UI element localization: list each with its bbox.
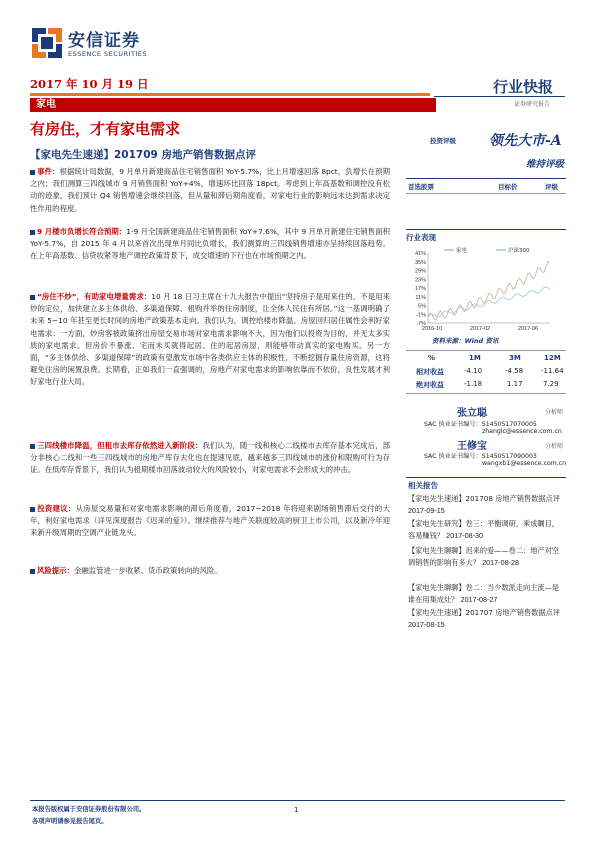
analyst-email: zhanglc@essence.com.cn (482, 428, 562, 435)
perf-cell: -11.64 (541, 367, 564, 375)
y-tick-label: 11% (415, 294, 426, 301)
related-report-text: 【家电先生聊聊】迟来的爱——卷二：地产对空调销售的影响有多大？ (408, 546, 559, 567)
related-report-text: 【家电先生聊聊】卷二：当少数派走向主流—是谁在用集成灶？ (408, 583, 559, 604)
paragraph-tier3-cities (30, 440, 390, 477)
paragraph-risk (30, 565, 390, 577)
series-line-hs300 (428, 287, 550, 317)
legend-label: 沪深300 (508, 248, 530, 254)
paragraph-text: 我们认为，随一线和核心二线楼市去库存基本完成后，部分非核心二线和一些三四线城市的房地产库存去化也在提速见底，越来越多三四线城市的涨价和限购可行为存证。在低库存背景下，我们认为租期楼市回落波动较大的风险较小，对家电需求不会形成大的冲击。 (30, 441, 390, 475)
paragraph-label: 风险提示： (37, 566, 74, 575)
y-tick-label: 41% (414, 251, 426, 257)
paragraph-text: 根据统计局数据，9 月单月新建商品住宅销售面积 YoY-5.7%，比上月增速回落 8pct，负增长在预期之内；我们测算三四线城市 9 月销售面积 YoY+4%，增速环比回落 18pct。考虑到上年高基数和调控没有松动的迹象，我们预计 Q4 销售增速会继续回落，但从量和滞后期角度看，对家电行业的影响远未达到需求决定性作用的程度。 (30, 167, 390, 213)
perf-table-header-1m: 1M (469, 354, 481, 362)
related-reports-title: 相关报告 (408, 481, 438, 490)
x-tick-label: 2017-06 (517, 326, 539, 331)
rating-value: 领先大市-A (489, 133, 562, 149)
paragraph-label: 三四线楼市降温，但租市去库存依然进入新阶段： (37, 441, 203, 450)
header-divider (30, 93, 430, 96)
footer-disclaimer: 各项声明请参见报告尾页。 (32, 818, 108, 825)
industry-performance-chart (404, 245, 554, 331)
paragraph-label: “房住不炒”，有助家电增量需求： (37, 292, 152, 301)
bullet-icon (30, 295, 35, 300)
stocks-bottom-line (406, 193, 566, 194)
rating-label: 投资评级 (430, 137, 456, 145)
category-bar: 家电 (30, 98, 436, 112)
y-tick-label: -1% (416, 312, 426, 319)
perf-cell: -4.58 (505, 367, 524, 375)
company-logo (30, 24, 180, 64)
bullet-icon (30, 507, 35, 512)
analyst-name: 王修宝 (457, 441, 487, 452)
paragraph-text: 10 月 18 日习主席在十九大报告中提出“坚持房子是用来住的、不是用来炒的定位，加快建立多主体供给、多渠道保障、租购并举的住房制度，让全体人民住有所居。”这一基调明确了未来 5~10 年甚至更长时间的房地产政策基本走向。我们认为，调控给楼市降温、房屋回归居住属性会利好家电需求：一方面，炒房客被政策挤出房屋交易市场对家电需求影响不大，因为他们以投资为目的，并无太多实质的家电需求。但房价不暴涨、宅而未买就得起居、住的起居房屋，则能够带动真实的家电购买。另一方面，“多主体供给、多渠道保障”的政策有望激发市场中各类供应主体的积极性，不断挖掘存量住房资源，这将避免住房的闲置浪费。长期看，正如我们一直强调的，房地产对家电需求的影响依靠而不依价，良性发展才利好家电行业大局。 (30, 292, 390, 387)
x-axis (422, 326, 538, 331)
analyst-license: SAC 执业证书编号：S1450517090003 (424, 453, 537, 460)
stocks-col-rating: 评级 (545, 183, 558, 191)
analyst-license: SAC 执业证书编号：S1450517070005 (424, 421, 537, 428)
y-tick-label: 17% (414, 286, 426, 292)
related-report-date: 2017-08-15 (408, 619, 445, 629)
footer-divider (30, 800, 565, 801)
paragraph-text: 金融监管进一步收紧、货币政策转向的风险。 (73, 566, 222, 575)
paragraph-text: 从房屋交易量和对家电需求影响的滞后角度看，2017~2018 年将迎来剧场销售滞后交付的大年，利好家电需求（详见深度报告《迟来的爱》）。继续推荐与地产关联度较高的厨卫上市公司，以及新冷年迎来新升级周期的空调产业链龙头。 (30, 504, 390, 538)
performance-title: 行业表现 (406, 233, 436, 242)
page-number: 1 (294, 806, 299, 814)
analyst-role: 分析师 (545, 443, 564, 450)
related-top-line (406, 477, 566, 478)
paragraph-housing-policy (30, 291, 390, 389)
rating-status: 维持评级 (526, 159, 565, 170)
y-tick-label: 35% (414, 259, 426, 266)
related-report-date: 2017-08-27 (460, 594, 498, 604)
chart-lines (428, 262, 550, 320)
legend-label: 家电 (456, 248, 468, 254)
x-tick-label: 2016-10 (421, 326, 443, 331)
logo-mark-icon (30, 26, 64, 60)
related-report-item[interactable] (408, 545, 566, 568)
perf-row-label: 绝对收益 (416, 381, 444, 389)
analyst-name: 张立聪 (457, 408, 487, 419)
paragraph-label: 投资建议： (37, 504, 76, 513)
related-report-text: 【家电先生速递】201707 房地产销售数据点评 (408, 608, 560, 617)
footer-copyright: 本报告版权属于安信证券股份有限公司。 (32, 806, 146, 813)
bullet-icon (30, 569, 35, 574)
perf-cell: -4.10 (464, 367, 483, 375)
paragraph-label: 事件： (37, 167, 60, 176)
perf-table-header-12m: 12M (544, 354, 561, 362)
paragraph-label: 9 月楼市负增长符合预期： (37, 227, 127, 236)
perf-table-header-pct: % (428, 354, 436, 362)
related-report-date: 2017-08-30 (446, 530, 484, 540)
perf-row-label: 相对收益 (416, 368, 444, 376)
perf-table-bottom-line (406, 393, 566, 394)
page-title: 有房住，才有家电需求 (30, 120, 181, 138)
perf-table-header-3m: 3M (509, 354, 521, 362)
related-report-item[interactable] (408, 582, 566, 605)
related-report-date: 2017-09-15 (408, 505, 445, 515)
related-report-text: 【家电先生速递】201708 房地产销售数据点评 (408, 494, 560, 503)
analyst-role: 分析师 (545, 409, 564, 416)
paragraph-investment-advice (30, 503, 390, 540)
related-report-text: 【家电先生研究】卷三：平衡调研，乘成瞩目，容易赚钱？ (408, 519, 559, 540)
y-tick-label: 29% (414, 268, 426, 275)
y-tick-label: -7% (416, 321, 426, 327)
related-report-item[interactable] (408, 493, 566, 516)
related-report-item[interactable] (408, 607, 566, 630)
chart-source: 资料来源：Wind 资讯 (432, 337, 499, 345)
page-subtitle: 【家电先生速递】201709 房地产销售数据点评 (30, 149, 256, 161)
bullet-icon (30, 230, 35, 235)
report-subtype: 证券研究报告 (514, 101, 551, 108)
related-report-date: 2017-08-28 (482, 557, 519, 567)
perf-cell: -1.18 (464, 380, 483, 388)
chart-legend (444, 246, 530, 254)
report-type: 行业快报 (493, 78, 554, 96)
perf-table-top-line (406, 350, 566, 351)
perf-cell: 7.29 (543, 380, 559, 388)
perf-cell: 1.17 (507, 380, 523, 388)
related-report-item[interactable] (408, 518, 566, 541)
logo-text-zh: 安信证券 (68, 31, 140, 51)
bullet-icon (30, 444, 35, 449)
y-tick-label: 5% (418, 303, 426, 310)
paragraph-event (30, 166, 390, 215)
paragraph-negative-growth (30, 226, 390, 263)
analyst-email: wangxb1@essence.com.cn (482, 460, 567, 467)
right-header-line (434, 96, 565, 97)
paragraph-text: 1-9 月全国新建商品住宅销售面积 YoY+7.6%，其中 9 月单月新建住宅销售面积 YoY-5.7%，自 2015 年 4 月以来首次出现单月同比负增长，我们测算的三四线销售增速亦呈持续回落趋势。在上年高基数、信贷收紧等地产调控政策背景下，成交增速的下行也在市场预期之内。 (30, 227, 390, 261)
performance-top-line (406, 229, 566, 230)
stocks-col-stock: 首选股票 (408, 183, 434, 191)
bullet-icon (30, 170, 35, 175)
stocks-col-target: 目标价 (498, 183, 518, 191)
logo-text-en: ESSENCE SECURITIES (68, 50, 148, 58)
report-date: 2017 年 10 月 19 日 (30, 77, 149, 91)
stocks-top-line (406, 178, 566, 179)
y-tick-label: 23% (414, 277, 426, 284)
x-tick-label: 2017-02 (469, 326, 491, 331)
